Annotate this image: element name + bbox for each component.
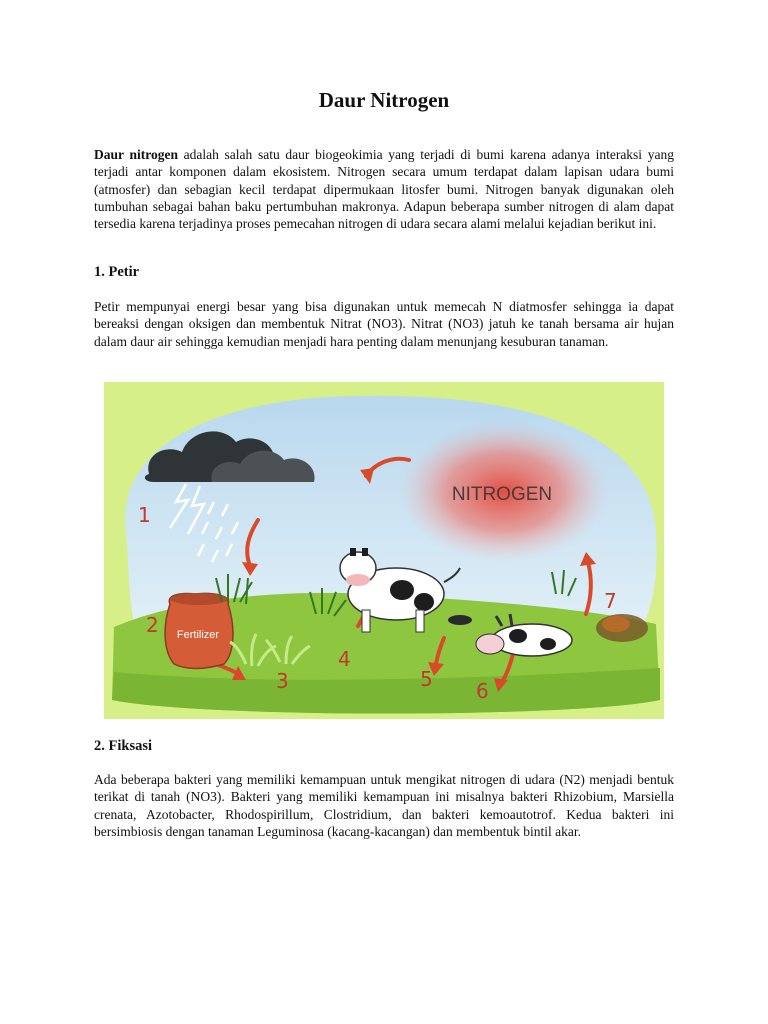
decay-icon xyxy=(596,614,648,642)
intro-text: adalah salah satu daur biogeokimia yang terjadi di bumi karena adanya interaksi yang terjadi antar komponen dalam ekosistem. Nitrogen secara umum terdapat dalam lapisan udara bumi (atmosfer) dan sebagian kecil terdapat dipermukaan litosfer bumi. Nitrogen banyak digunakan oleh tumbuhan sebagai bahan baku pertumbuhan makronya. Adapun beberapa sumber nitrogen di alam dapat tersedia karena terjadinya proses pemecahan nitrogen di udara secara alami melalui kejadian berikut ini. xyxy=(94,147,674,232)
intro-lead: Daur nitrogen xyxy=(94,147,178,162)
waste-icon xyxy=(448,615,472,625)
section-heading-fiksasi: 2. Fiksasi xyxy=(94,738,153,754)
intro-paragraph xyxy=(94,146,674,232)
fertilizer-bag-icon xyxy=(165,593,233,669)
nitrogen-label: NITROGEN xyxy=(451,484,553,505)
fertilizer-label: Fertilizer xyxy=(176,629,220,641)
step-number: 2 xyxy=(146,613,159,637)
page-title: Daur Nitrogen xyxy=(318,88,450,112)
step-number: 1 xyxy=(138,503,151,527)
step-number: 4 xyxy=(338,647,351,671)
nitrogen-cycle-illustration xyxy=(104,382,664,719)
step-number: 7 xyxy=(604,589,617,613)
section-text-petir: Petir mempunyai energi besar yang bisa digunakan untuk memecah N diatmosfer sehingga ia dapat bereaksi dengan oksigen dan membentuk Nitrat (NO3). Nitrat (NO3) jatuh ke tanah bersama air hujan dalam daur air sehingga kemudian menjadi hara penting dalam menunjang kesuburan tanaman. xyxy=(94,299,674,349)
section-text-fiksasi: Ada beberapa bakteri yang memiliki kemampuan untuk mengikat nitrogen di udara (N2) menjadi bentuk terikat di tanah (NO3). Bakteri yang memiliki kemampuan ini misalnya bakteri Rhizobium, Marsiella crenata, Azotobacter, Rhodospirillum, Clostridium, dan bakteri kemoautotrof. Kedua bakteri ini bersimbiosis dengan tanaman Leguminosa (kacang-kacangan) dan membentuk bintil akar. xyxy=(94,772,674,839)
section-heading-petir: 1. Petir xyxy=(94,264,140,280)
step-number: 3 xyxy=(276,669,289,693)
step-number: 6 xyxy=(476,679,489,703)
step-number: 5 xyxy=(420,667,433,691)
